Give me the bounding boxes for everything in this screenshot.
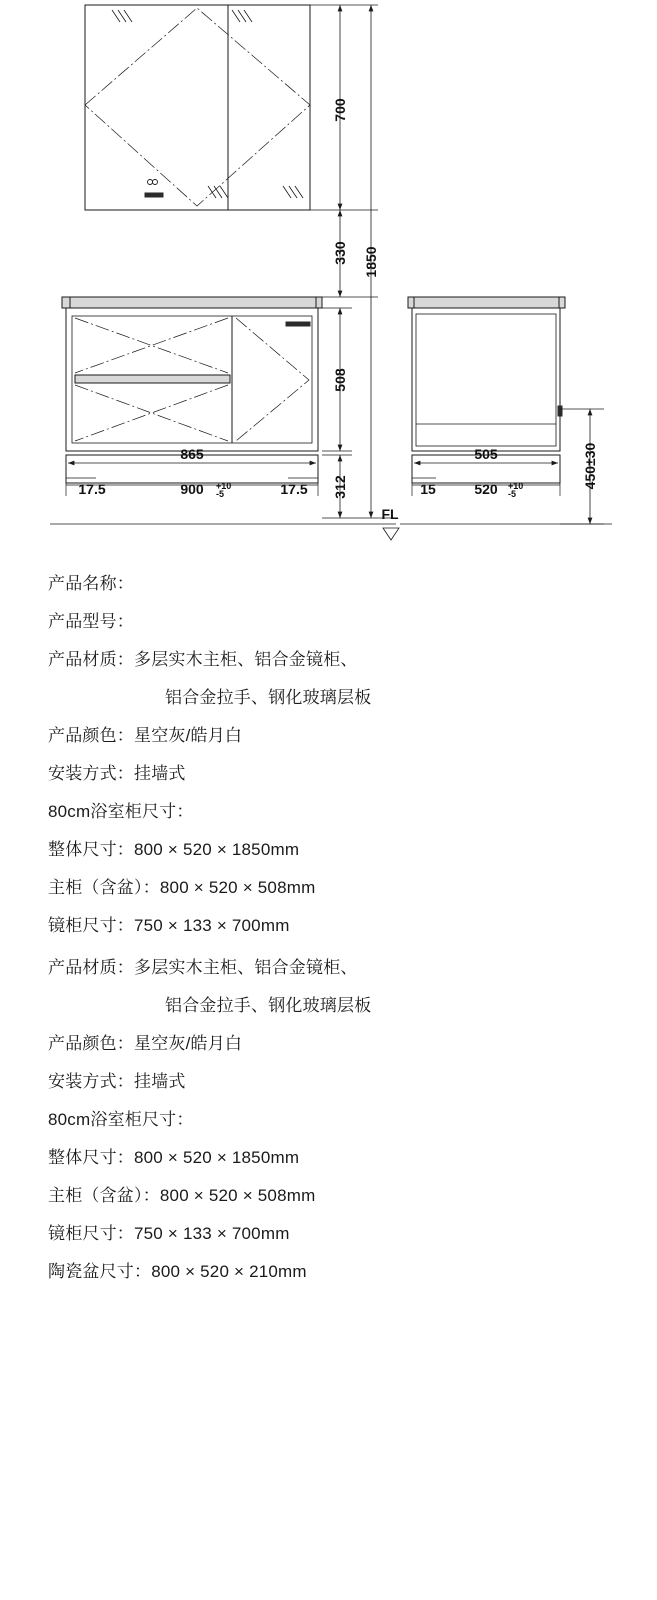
spec-line: 镜柜尺寸：750 × 133 × 700mm bbox=[48, 916, 290, 935]
svg-text:508: 508 bbox=[332, 368, 348, 392]
svg-text:865: 865 bbox=[180, 446, 204, 462]
svg-text:312: 312 bbox=[332, 475, 348, 499]
spec-line: 整体尺寸：800 × 520 × 1850mm bbox=[48, 1148, 300, 1167]
spec-line: 产品材质：多层实木主柜、铝合金镜柜、 bbox=[48, 650, 358, 669]
svg-text:330: 330 bbox=[332, 241, 348, 265]
svg-text:-5: -5 bbox=[216, 489, 225, 499]
spec-line: 主柜（含盆）：800 × 520 × 508mm bbox=[48, 878, 316, 897]
svg-text:17.5: 17.5 bbox=[280, 481, 308, 497]
spec-line: 镜柜尺寸：750 × 133 × 700mm bbox=[48, 1224, 290, 1243]
spec-line: 产品颜色：星空灰/皓月白 bbox=[48, 726, 243, 745]
svg-text:505: 505 bbox=[474, 446, 498, 462]
spec-line: 80cm浴室柜尺寸： bbox=[48, 802, 194, 821]
svg-text:15: 15 bbox=[420, 481, 436, 497]
svg-text:17.5: 17.5 bbox=[78, 481, 106, 497]
svg-text:450±30: 450±30 bbox=[582, 442, 598, 490]
technical-drawing bbox=[0, 0, 657, 560]
svg-text:900: 900 bbox=[180, 481, 204, 497]
svg-text:FL: FL bbox=[381, 506, 399, 522]
spec-line: 产品颜色：星空灰/皓月白 bbox=[48, 1034, 243, 1053]
svg-text:1850: 1850 bbox=[363, 246, 379, 278]
spec-line: 产品材质：多层实木主柜、铝合金镜柜、 bbox=[48, 958, 358, 977]
spec-line: 铝合金拉手、钢化玻璃层板 bbox=[165, 688, 372, 707]
svg-text:+10: +10 bbox=[216, 481, 232, 491]
svg-text:+10: +10 bbox=[508, 481, 524, 491]
spec-line: 铝合金拉手、钢化玻璃层板 bbox=[165, 996, 372, 1015]
svg-text:700: 700 bbox=[332, 98, 348, 122]
svg-text:520: 520 bbox=[474, 481, 498, 497]
svg-text:-5: -5 bbox=[508, 489, 517, 499]
spec-line: 产品名称： bbox=[48, 574, 134, 593]
spec-line: 陶瓷盆尺寸：800 × 520 × 210mm bbox=[48, 1262, 307, 1281]
spec-line: 安装方式：挂墙式 bbox=[48, 764, 186, 783]
spec-line: 主柜（含盆）：800 × 520 × 508mm bbox=[48, 1186, 316, 1205]
spec-line: 整体尺寸：800 × 520 × 1850mm bbox=[48, 840, 300, 859]
product-spec-list bbox=[0, 565, 657, 1291]
spec-line: 安装方式：挂墙式 bbox=[48, 1072, 186, 1091]
spec-line: 产品型号： bbox=[48, 612, 134, 631]
spec-line: 80cm浴室柜尺寸： bbox=[48, 1110, 194, 1129]
